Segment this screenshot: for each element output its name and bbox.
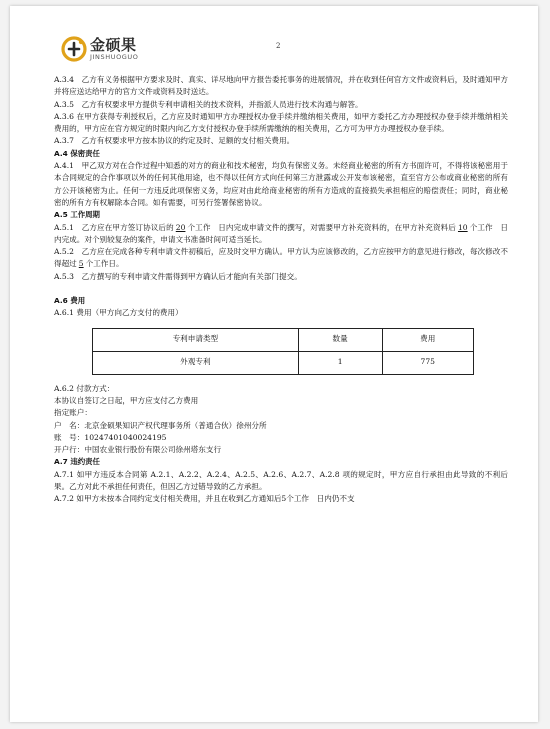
clause-a71: A.7.1 如甲方违反本合同第 A.2.1、A.2.2、A.2.4、A.2.5、A.2.6、A.2.7、A.2.8 项的规定时，甲方应自行承担由此导致的不利后果。乙方对此不承担任何责任，但因乙方过错导致的乙方承担。 xyxy=(54,469,508,492)
fee-table xyxy=(92,328,474,375)
page-number: 2 xyxy=(276,42,281,50)
payment-line: 本协议自签订之日起，甲方应支付乙方费用 xyxy=(54,395,199,405)
section-heading-work-period: A.5 工作周期 xyxy=(54,210,100,220)
table-cell-quantity: 1 xyxy=(298,351,382,374)
clause-a51 xyxy=(54,222,508,247)
supplement-days-filled: 10 xyxy=(457,222,468,232)
clause-a52 xyxy=(54,246,508,271)
fee-table-header: 专利申请类型 xyxy=(93,328,299,351)
work-days-filled: 20 xyxy=(175,222,186,232)
clause-a51-pre: A.5.1 乙方应在甲方签订协议后的 xyxy=(54,222,174,232)
table-row xyxy=(93,351,474,374)
clause-a52-post: 个工作日。 xyxy=(85,259,124,269)
account-name: 户 名：北京金硕果知识产权代理事务所（普通合伙）徐州分所 xyxy=(54,420,267,430)
clause-a62-title: A.6.2 付款方式： xyxy=(54,383,115,393)
section-heading-liability: A.7 违约责任 xyxy=(54,457,100,467)
clause-a51-mid: 个工作 日内完成申请文件的撰写，对需要甲方补充资料的，在甲方补充资料后 xyxy=(187,222,456,232)
logo-english-name: JINSHUOGUO xyxy=(90,53,139,61)
clause-a51-post: 个工作 日内完成。对个别较复杂的案件，申请文书准备时间可适当延长。 xyxy=(54,222,508,244)
document-page xyxy=(10,6,538,722)
logo-mark-icon xyxy=(61,36,87,62)
fee-table-header-row xyxy=(93,328,474,351)
section-heading-confidentiality: A.4 保密责任 xyxy=(54,148,100,158)
clause-a35: A.3.5 乙方有权要求甲方提供专利申请相关的技术资料，并指派人员进行技术沟通与解答。 xyxy=(54,99,363,109)
document-body xyxy=(54,74,508,506)
company-logo xyxy=(61,36,139,62)
clause-a53: A.5.3 乙方撰写的专利申请文件需得到甲方确认后才能向有关部门提交。 xyxy=(54,271,302,281)
clause-a72: A.7.2 如甲方未按本合同约定支付相关费用，并且在收到乙方通知后5个工作 日内仍不支 xyxy=(54,494,355,504)
table-cell-fee: 775 xyxy=(382,351,473,374)
clause-a36: A.3.6 在甲方获得专利授权后，乙方应及时通知甲方办理授权办登手续并缴纳相关费用，如甲方委托乙方办理授权办登手续并缴纳相关费用的，甲方应在官方规定的时限内向乙方支付授权办登手续所需缴纳的相关费用，乙方可为甲方办理授权办登手续。 xyxy=(54,111,508,134)
account-label: 指定账户： xyxy=(54,408,92,418)
clause-a61: A.6.1 费用（甲方向乙方支付的费用） xyxy=(54,308,183,318)
clause-a37: A.3.7 乙方有权要求甲方按本协议的约定及时、足额的支付相关费用。 xyxy=(54,136,295,146)
clause-a41: A.4.1 甲乙双方对在合作过程中知悉的对方的商业和技术秘密，均负有保密义务。未经商业秘密的所有方书面许可，不得将该秘密用于本合同规定的合作事项以外的任何其他用途，也不得以任何方式向任何第三方泄露或公开发布该秘密，直至官方公布或商业秘密的所有方公开该秘密为止。任何一方违反此项保密义务，均应对由此给商业秘密的所有方造成的直接损失承担相应的赔偿责任；同时，商业秘密的所有方有权解除本合同。如有需要，可另行签署保密协议。 xyxy=(54,161,508,207)
fee-table-header: 数量 xyxy=(298,328,382,351)
fee-table-header: 费用 xyxy=(382,328,473,351)
account-bank: 开户行：中国农业银行股份有限公司徐州塔东支行 xyxy=(54,445,222,455)
logo-chinese-name: 金硕果 xyxy=(90,36,137,54)
account-number: 账 号：10247401040024195 xyxy=(54,432,167,442)
clause-a34: A.3.4 乙方有义务根据甲方要求及时、真实、详尽地向甲方报告委托事务的进展情况，并在收到任何官方文件或资料后，及时通知甲方并将应送达给甲方的官方文件或资料及时送达。 xyxy=(54,75,508,97)
section-heading-fees: A.6 费用 xyxy=(54,296,86,306)
table-cell-type: 外观专利 xyxy=(93,351,299,374)
clause-a52-pre: A.5.2 乙方应在完成各种专利申请文件初稿后，应及时交甲方确认。甲方认为应该修改的，乙方应按甲方的意见进行修改，每次修改不得超过 xyxy=(54,247,508,269)
revision-days-filled: 5 xyxy=(78,259,84,269)
